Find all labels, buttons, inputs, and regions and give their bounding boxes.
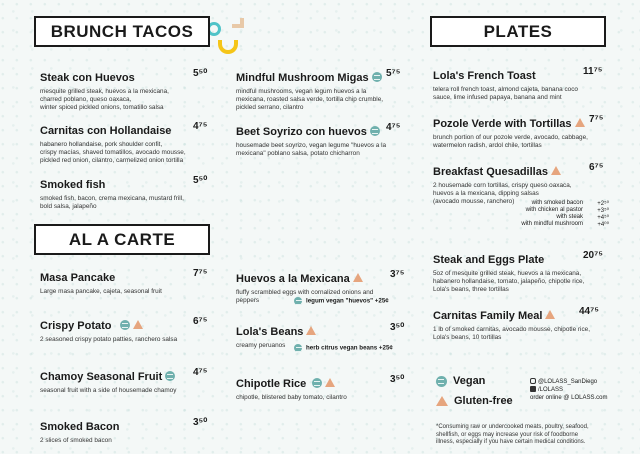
- item-name: Chamoy Seasonal Fruit: [40, 371, 163, 383]
- item-description: 2 slices of smoked bacon: [40, 437, 112, 444]
- item-description: mesquite grilled steak, huevos a la mexicana, charred poblano, queso oaxaca, winter spiced pickled onions, tomatillo salsa: [40, 88, 169, 111]
- item-description: 5oz of mesquite grilled steak, huevos a la mexicana, habanero hollandaise, tomato, jalapeño, chipotle rice, Lola's beans, three tortillas: [433, 270, 585, 293]
- item-name: Carnitas Family Meal: [433, 310, 543, 322]
- social-info: [530, 378, 607, 402]
- menu-item: [40, 367, 210, 395]
- item-name: Steak and Eggs Plate: [433, 254, 545, 266]
- item-price: 3⁵⁰: [390, 322, 405, 333]
- item-name: Masa Pancake: [40, 272, 116, 284]
- decorative-tan-square: [232, 18, 244, 28]
- quesadilla-addons: [433, 200, 609, 228]
- vegan-icon: [372, 72, 382, 82]
- item-price: 4⁷⁵: [193, 367, 208, 378]
- item-price: 6⁷⁵: [193, 316, 208, 327]
- item-description: telera roll french toast, almond cajeta, banana coco sauce, lime infused papaya, banana and mint: [433, 86, 578, 101]
- item-price: 7⁷⁵: [193, 268, 208, 279]
- item-name: Beet Soyrizo con huevos: [236, 126, 367, 138]
- menu-item: [433, 306, 609, 342]
- menu-item: [40, 316, 210, 344]
- menu-item: [40, 417, 210, 445]
- gluten-free-icon: [325, 378, 335, 387]
- facebook-handle: /LOLASS: [530, 386, 607, 394]
- item-name: Mindful Mushroom Migas: [236, 72, 369, 84]
- item-name: Huevos a la Mexicana: [236, 273, 350, 285]
- gluten-free-icon: [306, 326, 316, 335]
- gluten-free-icon: [551, 166, 561, 175]
- item-description: creamy peruanos: [236, 342, 286, 349]
- item-description: 2 housemade corn tortillas, crispy queso oaxaca, huevos a la mexicana, dipping salsas (avocado mousse, ranchero): [433, 182, 572, 205]
- item-price: 3⁵⁰: [193, 417, 208, 428]
- decorative-yellow-arc: [218, 40, 238, 54]
- consumption-warning: *Consuming raw or undercooked meats, poultry, seafood, shellfish, or eggs may increase your risk of foodborne illness, especially if you have certain medical conditions.: [436, 424, 589, 445]
- item-name: Breakfast Quesadillas: [433, 166, 548, 178]
- vegan-icon: [370, 126, 380, 136]
- item-price: 5⁷⁵: [386, 68, 401, 79]
- menu-item: [433, 114, 609, 150]
- section-header-brunch-tacos: BRUNCH TACOS: [34, 16, 210, 47]
- addon-row: with chicken al pastor +3⁵⁰: [525, 207, 609, 214]
- menu-item: [40, 175, 210, 211]
- item-name: Smoked fish: [40, 179, 106, 191]
- legend-vegan: Vegan: [436, 375, 485, 387]
- item-addon: legum vegan "huevos" +25¢: [294, 297, 389, 305]
- item-description: brunch portion of our pozole verde, avocado, cabbage, watermelon radish, ardol chile, tortillas: [433, 134, 588, 149]
- vegan-icon: [294, 297, 302, 305]
- item-price: 7⁷⁵: [589, 114, 604, 125]
- item-description: smoked fish, bacon, crema mexicana, mustard frill, bold salsa, jalapeño: [40, 195, 184, 210]
- item-name: Carnitas con Hollandaise: [40, 125, 172, 137]
- item-name: Pozole Verde with Tortillas: [433, 118, 572, 130]
- vegan-icon: [165, 371, 175, 381]
- menu-item: [433, 66, 609, 102]
- item-name: Lola's Beans: [236, 326, 304, 338]
- item-description: chipotle, blistered baby tomato, cilantro: [236, 394, 347, 401]
- section-header-plates: PLATES: [430, 16, 606, 47]
- menu-item: [236, 122, 406, 158]
- item-price: 6⁷⁵: [589, 162, 604, 173]
- gluten-free-icon: [133, 320, 143, 329]
- gluten-free-icon: [436, 396, 448, 406]
- item-price: 3⁷⁵: [390, 269, 405, 280]
- order-online[interactable]: order online @ LOLASS.com: [530, 395, 608, 401]
- gluten-free-icon: [353, 273, 363, 282]
- menu-item: [40, 121, 210, 165]
- menu-item: [40, 68, 210, 112]
- item-price: 5⁵⁰: [193, 175, 208, 186]
- item-description: fluffy scrambled eggs with cornalized onions and peppers: [236, 289, 374, 304]
- vegan-icon: [436, 376, 447, 387]
- facebook-icon: [530, 386, 536, 392]
- vegan-icon: [120, 320, 130, 330]
- vegan-icon: [294, 344, 302, 352]
- vegan-icon: [312, 378, 322, 388]
- legend-gluten-free: Gluten-free: [436, 395, 513, 407]
- menu-item: [236, 68, 406, 112]
- item-description: Large masa pancake, cajeta, seasonal fruit: [40, 288, 162, 295]
- addon-row: with mindful mushroom +4⁰⁰: [521, 221, 609, 228]
- addon-row: with smoked bacon +2⁵⁰: [531, 200, 609, 207]
- item-name: Steak con Huevos: [40, 72, 135, 84]
- item-name: Smoked Bacon: [40, 421, 120, 433]
- item-price: 5⁵⁰: [193, 68, 208, 79]
- instagram-handle: @LOLASS_SanDiego: [530, 378, 607, 386]
- item-description: habanero hollandaise, pork shoulder confit, crispy macías, shaved tomatillos, avocado mousse, pickled red onion, cilantro, carmelized onion tortilla: [40, 141, 186, 164]
- item-price: 4⁷⁵: [193, 121, 208, 132]
- item-description: 1 lb of smoked carnitas, avocado mousse, chipotle rice, Lola's beans, 10 tortillas: [433, 326, 591, 341]
- menu-item: [40, 268, 210, 296]
- item-description: mindful mushrooms, vegan legum huevos a la mexicana, roasted salsa verde, tortilla chip crumble, pickled serrano, cilantro: [236, 88, 384, 111]
- section-header-al-a-carte: AL A CARTE: [34, 224, 210, 255]
- gluten-free-icon: [575, 118, 585, 127]
- item-description: housemade beet soyrizo, vegan legume "huevos a la mexicana" poblano salsa, potato chicharron: [236, 142, 387, 157]
- gluten-free-icon: [545, 310, 555, 319]
- instagram-icon: [530, 378, 536, 384]
- item-description: 2 seasoned crispy potato patties, ranchero salsa: [40, 336, 178, 343]
- item-price: 20⁷⁵: [583, 250, 603, 261]
- item-description: seasonal fruit with a side of housemade chamoy: [40, 387, 177, 394]
- item-name: Chipotle Rice: [236, 378, 307, 390]
- item-addon: herb citrus vegan beans +25¢: [294, 344, 393, 352]
- item-price: 11⁷⁵: [583, 66, 603, 77]
- addon-row: with steak +4⁵⁰: [556, 214, 609, 221]
- item-price: 4⁷⁵: [386, 122, 401, 133]
- item-price: 44⁷⁵: [579, 306, 599, 317]
- item-name: Lola's French Toast: [433, 70, 536, 82]
- menu-item: [236, 374, 406, 402]
- item-price: 3⁵⁰: [390, 374, 405, 385]
- menu-item: [433, 250, 609, 294]
- item-name: Crispy Potato: [40, 320, 112, 332]
